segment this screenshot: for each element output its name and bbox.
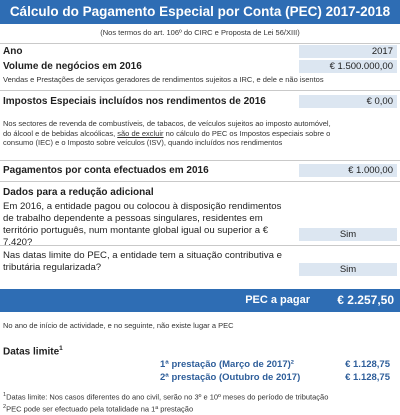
dados-heading: Dados para a redução adicional [3,187,154,198]
separator [0,181,400,182]
impostos-label: Impostos Especiais incluídos nos rendimentos de 2016 [3,96,266,107]
impostos-note-part2: no cálculo do PEC os Impostos especiais sobre o consumo (IEC) e o Imposto sobre veículos (ISV), quando incluídos nos rendimentos [3,128,331,147]
volume-label: Volume de negócios em 2016 [3,61,142,72]
page-title: Cálculo do Pagamento Especial por Conta (PEC) 2017-2018 [0,0,400,24]
impostos-note [3,119,333,148]
footnote-1 [3,391,398,402]
datas-heading-sup: 1 [59,345,63,352]
pec-note: No ano de início de actividade, e no seguinte, não existe lugar a PEC [3,321,234,330]
dados-question-1: Em 2016, a entidade pagou ou colocou à disposição rendimentos de trabalho dependente a pessoas singulares, residentes em território português, num montante global igual ou superior a € 7.420? [3,201,282,248]
page-subtitle: (Nos termos do art. 106º do CIRC e Proposta de Lei 56/XIII) [100,28,300,37]
volume-note: Vendas e Prestações de serviços geradores de rendimentos sujeitos a IRC, e dele e não isentos [3,75,324,84]
impostos-note-part1: Nos sectores de revenda de combustíveis, de tabacos, de veículos sujeitos ao imposto automóvel, do álcool e de bebidas alcoólicas, [3,119,331,138]
prestacao-2-label: 2ª prestação (Outubro de 2017) [160,372,301,383]
impostos-value[interactable]: € 0,00 [299,95,397,108]
ano-value[interactable]: 2017 [299,45,397,58]
pagamentos-value[interactable]: € 1.000,00 [299,164,397,177]
footnote-1-sup: 1 [3,392,7,398]
footnote-2 [3,403,398,414]
separator [0,90,400,91]
ano-label: Ano [3,46,23,57]
separator [0,160,400,161]
footnote-2-sup: 2 [3,404,7,410]
pec-label: PEC a pagar [245,294,310,306]
datas-heading-text: Datas limite [3,346,60,358]
dados-answer-2[interactable]: Sim [299,263,397,276]
impostos-note-underlined: são de excluir [117,128,164,138]
dados-question-2: Nas datas limite do PEC, a entidade tem a situação contributiva e tributária regularizada? [3,250,282,273]
volume-value[interactable]: € 1.500.000,00 [299,60,397,73]
pec-value: € 2.257,50 [337,293,394,307]
separator [0,245,400,246]
prestacao-1-value: € 1.128,75 [345,359,390,370]
footnote-1-text: Datas limite: Nos casos diferentes do ano civil, serão no 3º e 10º meses do período de tributação [6,392,329,402]
prestacao-1-label: 1ª prestação (Março de 2017)² [160,359,294,370]
pagamentos-label: Pagamentos por conta efectuados em 2016 [3,165,209,176]
separator [0,43,400,44]
footnote-2-text: PEC pode ser efectuado pela totalidade na 1ª prestação [6,404,194,414]
pec-result-bar [0,289,400,312]
prestacao-2-value: € 1.128,75 [345,372,390,383]
dados-answer-1[interactable]: Sim [299,228,397,241]
datas-heading [3,345,63,357]
